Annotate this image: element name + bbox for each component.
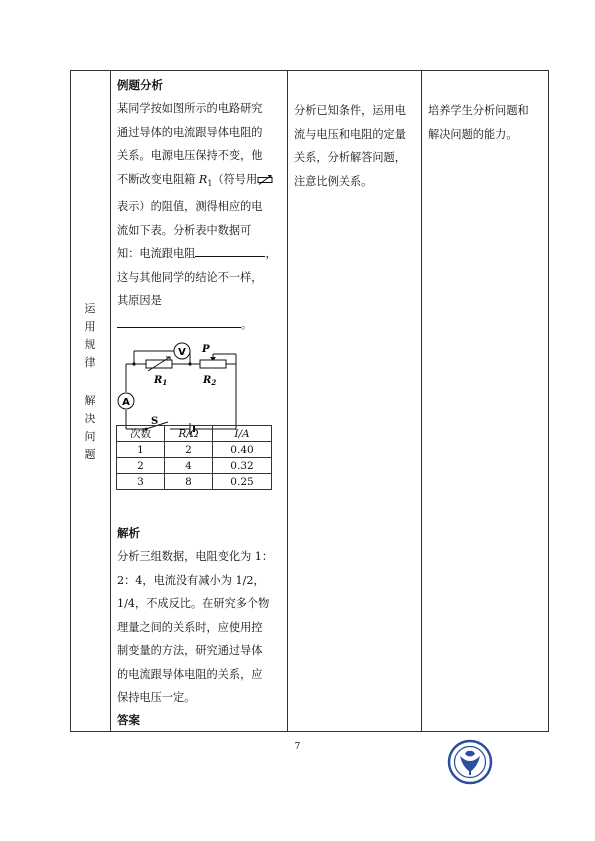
r1-label-text: R — [154, 375, 163, 386]
example-line: 某同学按如图所示的电路研究 — [117, 102, 263, 115]
resistor-subscript: 1 — [207, 178, 213, 188]
example-line: 关系。电源电压保持不变，他 — [117, 149, 263, 162]
r1-label — [153, 375, 167, 387]
stage-label-char: 题 — [84, 448, 96, 461]
answer-blank[interactable] — [117, 318, 241, 328]
slider-label: P — [202, 344, 210, 355]
example-line-part: （符号用 — [212, 172, 258, 186]
analysis-title: 解析 — [117, 526, 140, 540]
analysis-line: 制变量的方法，研究通过导体 — [117, 644, 263, 657]
example-line-part: 。 — [241, 317, 253, 331]
school-logo-icon — [447, 739, 493, 785]
stage-label-char: 运 — [84, 302, 96, 315]
rheostat-box-r2 — [200, 360, 226, 368]
circuit-diagram — [110, 338, 260, 438]
teacher-activity-line: 关系，分析解答问题， — [294, 151, 406, 164]
teacher-activity — [294, 99, 416, 193]
switch-label: S — [151, 416, 159, 427]
stage-label-char: 问 — [84, 430, 96, 443]
teacher-activity-line: 分析已知条件，运用电 — [294, 104, 406, 117]
teacher-activity-line: 注意比例关系。 — [294, 174, 373, 188]
table-header: I/A — [213, 426, 272, 442]
table-cell: 3 — [117, 474, 165, 490]
stage-label-char: 决 — [84, 412, 96, 425]
table-cell: 0.32 — [213, 458, 272, 474]
table-cell: 8 — [165, 474, 213, 490]
example-line-part: 不断改变电阻箱 — [117, 172, 196, 186]
table-header: R/Ω — [165, 426, 213, 442]
table-cell: 4 — [165, 458, 213, 474]
table-top-border — [70, 70, 548, 71]
design-intent-line: 解决问题的能力。 — [428, 127, 518, 141]
voltmeter-label: V — [178, 347, 186, 358]
table-cell: 2 — [165, 442, 213, 458]
example-line: 表示）的阻值，测得相应的电 — [117, 200, 263, 214]
analysis-text — [117, 545, 281, 710]
analysis-line: 理量之间的关系时，应使用控 — [117, 620, 263, 634]
resistor-symbol: R — [198, 172, 208, 186]
answer-title: 答案 — [117, 713, 140, 727]
table-cell: 0.40 — [213, 442, 272, 458]
variable-resistor-icon — [257, 175, 273, 185]
example-line-part: 知：电流跟电阻 — [117, 247, 196, 261]
junction — [188, 362, 191, 365]
design-intent-line: 培养学生分析问题和 — [428, 104, 529, 117]
page-number: 7 — [294, 742, 301, 752]
table-header: 次数 — [117, 426, 165, 442]
analysis-line: 保持电压一定。 — [117, 691, 196, 704]
r2-label-sub: 2 — [211, 378, 217, 387]
example-title: 例题分析 — [117, 78, 163, 92]
table-divider-3 — [421, 70, 422, 732]
data-table — [116, 425, 272, 490]
design-intent — [428, 99, 544, 146]
analysis-line: 分析三组数据，电阻变化为 1： — [117, 550, 274, 563]
example-line — [117, 313, 281, 337]
table-cell: 0.25 — [213, 474, 272, 490]
example-line — [117, 242, 281, 266]
table-row — [117, 458, 272, 474]
example-line-part: ， — [265, 247, 277, 261]
analysis-line: 的电流跟导体电阻的关系，应 — [117, 667, 263, 681]
table-divider-2 — [287, 70, 288, 732]
teacher-activity-line: 流与电压和电阻的定量 — [294, 127, 406, 141]
ammeter-label: A — [122, 397, 130, 408]
stage-label-char: 律 — [84, 356, 96, 369]
analysis-line: 1/4，不成反比。在研究多个物 — [117, 597, 270, 610]
table-row — [117, 474, 272, 490]
stage-label — [71, 300, 109, 464]
example-line — [117, 168, 281, 196]
stage-label-char: 规 — [84, 338, 96, 351]
table-row — [117, 442, 272, 458]
answer-blank[interactable] — [195, 247, 265, 257]
table-right-border — [548, 70, 549, 732]
table-bottom-border — [70, 731, 548, 732]
example-line: 流如下表。分析表中数据可 — [117, 223, 252, 237]
table-header-row — [117, 426, 272, 442]
analysis-line: 2：4，电流没有减小为 1/2， — [117, 573, 265, 587]
example-text — [117, 97, 281, 336]
junction — [132, 362, 135, 365]
example-line: 这与其他同学的结论不一样， — [117, 270, 263, 284]
example-line: 其原因是 — [117, 294, 162, 308]
table-cell: 1 — [117, 442, 165, 458]
r1-label-sub: 1 — [162, 378, 168, 387]
table-cell: 2 — [117, 458, 165, 474]
example-line: 通过导体的电流跟导体电阻的 — [117, 125, 263, 139]
r2-label-text: R — [203, 375, 212, 386]
stage-label-char: 解 — [84, 394, 96, 407]
r2-label — [202, 375, 216, 387]
stage-label-char: 用 — [84, 320, 96, 333]
